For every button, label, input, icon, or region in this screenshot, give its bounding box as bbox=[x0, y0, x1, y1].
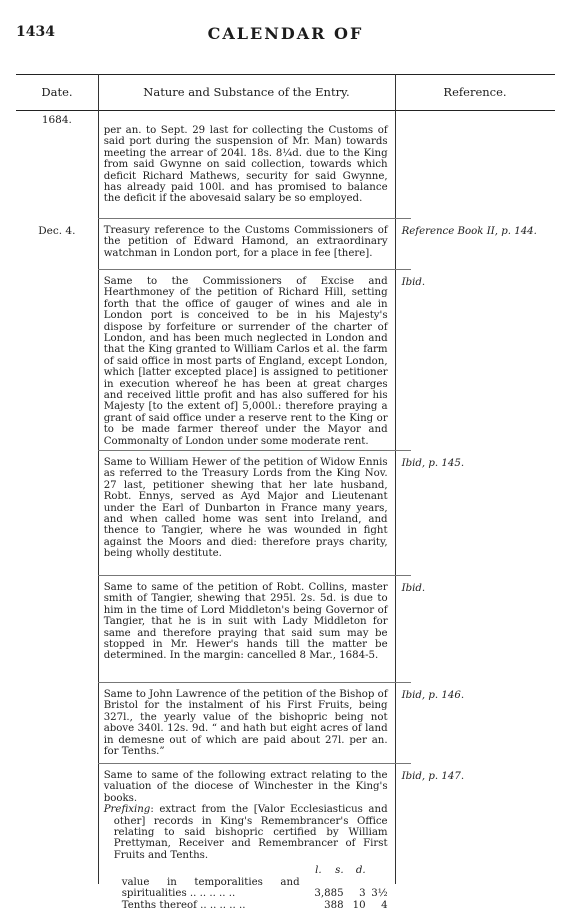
entry-text: Same to William Hewer of the petition of Widow Ennis as referred to the Treasury Lords from the King Nov. 27 last, petitioner shewing that her late husband, Robt. Ennys, served as Ayd Major and Lieutenant under the Earl of Dunbarton in France many years, and when called home was sent into Ireland, and thence to Tangier, where he was wounded in fight against the Moors and died: therefore prays charity, being wholly destitute. bbox=[103, 457, 388, 560]
running-title: CALENDAR OF bbox=[207, 24, 364, 43]
entry-date bbox=[16, 770, 98, 912]
column-header-nature: Nature and Substance of the Entry. bbox=[143, 85, 350, 99]
entry-text: Treasury reference to the Customs Commissioners of the petition of Edward Hamond, an extraordinary watchman in London port, for a place in fee [there]. bbox=[103, 225, 388, 259]
entry-text: Same to same of the following extract relating to the valuation of the diocese of Winchester in the King's books. bbox=[103, 770, 388, 804]
entry-reference: Ibid, p. 146. bbox=[401, 690, 465, 701]
entry-row bbox=[16, 683, 555, 763]
running-head bbox=[16, 24, 555, 46]
entry-text: Same to John Lawrence of the petition of the Bishop of Bristol for the instalment of his First Fruits, being 327l., the yearly value of the bishopric being not above 340l. 12s. 9d. “ and hath but eight acres of land in demesne out of which are paid about 27l. per an. for Tenths.” bbox=[103, 689, 388, 758]
page-number: 1434 bbox=[16, 24, 55, 40]
valuation-pounds: 3,885 bbox=[314, 888, 344, 900]
entry-text-block bbox=[104, 770, 394, 912]
entry-reference: Ibid. bbox=[401, 583, 426, 594]
entry-reference: Ibid. bbox=[401, 277, 426, 288]
entry-list bbox=[16, 114, 555, 912]
entry-row bbox=[16, 114, 555, 218]
valuation-shillings: 3 bbox=[359, 888, 366, 900]
entry-date: Dec. 4. bbox=[38, 225, 76, 237]
entry-row bbox=[16, 270, 555, 450]
column-header-reference: Reference. bbox=[443, 85, 507, 99]
column-header-date: Date. bbox=[41, 85, 73, 99]
currency-header-pence: d. bbox=[355, 865, 366, 877]
entry-row bbox=[16, 451, 555, 575]
entry-row bbox=[16, 219, 555, 269]
entry-date: 1684. bbox=[41, 114, 72, 126]
entry-date bbox=[16, 689, 98, 763]
valuation-pence: 4 bbox=[381, 900, 388, 912]
entry-reference: Reference Book II, p. 144. bbox=[401, 226, 537, 237]
entry-date bbox=[16, 582, 98, 682]
prefixing-text: : extract from the [Valor Ecclesiasticus and other] records in King's Remembrancer's Office relating to said bishopric certified by William Prettyman, Receiver and Remembrancer of First Fruits and Tenths. bbox=[113, 804, 388, 861]
entry-reference: Ibid, p. 147. bbox=[401, 771, 465, 782]
entry-date bbox=[16, 457, 98, 575]
entry-row bbox=[16, 576, 555, 682]
entry-text: Same to same of the petition of Robt. Collins, master smith of Tangier, shewing that 295l. 2s. 5d. is due to him in the time of Lord Middleton's being Governor of Tangier, that he is in suit with Lady Middleton for same and therefore praying that said sum may be stopped in Mr. Hewer's hands till the matter be determined. In the margin: cancelled 8 Mar., 1684-5. bbox=[103, 582, 388, 662]
currency-header-pounds: l. bbox=[315, 865, 322, 877]
valuation-header bbox=[104, 865, 388, 877]
entry-text: per an. to Sept. 29 last for collecting the Customs of said port during the suspension of Mr. Man) towards meeting the arrear of 204l. 18s. 8¼d. due to the King from said Gwynne on said collection, towards which deficit Richard Mathews, security for said Gwynne, has already paid 100l. and has promised to balance the deficit if the abovesaid salary be so employed. bbox=[103, 125, 388, 205]
valuation-row bbox=[104, 900, 388, 912]
valuation-row bbox=[104, 877, 388, 900]
entry-reference bbox=[402, 114, 555, 218]
prefixing-label: Prefixing bbox=[103, 804, 151, 816]
entry-text: Same to the Commissioners of Excise and Hearthmoney of the petition of Richard Hill, setting forth that the office of gauger of wines and ale in London port is conceived to be in his Majesty's dispose by forfeiture or surrender of the charter of London, and has been much neglected in London and that the King granted to William Carlos et al. the farm of said office in most parts of England, except London, which [latter excepted place] is assigned to petitioner in execution whereof he has been at great charges and received little profit and has also suffered for his Majesty [to the extent of] 5,000l.: therefore praying a grant of said office under a reserve rent to the King or to be made farmer thereof under the Mayor and Commonalty of London under some moderate rent. bbox=[103, 276, 388, 447]
entry-reference: Ibid, p. 145. bbox=[401, 458, 465, 469]
valuation-table bbox=[104, 865, 388, 911]
valuation-pence: 3½ bbox=[371, 888, 388, 900]
entry-date bbox=[16, 276, 98, 450]
currency-header-shillings: s. bbox=[335, 865, 344, 877]
valuation-label: value in temporalities and spiritualities .. .. .. .. .. bbox=[121, 876, 300, 900]
header-bottom-rule bbox=[16, 110, 555, 111]
valuation-pounds: 388 bbox=[324, 900, 344, 912]
entry-row bbox=[16, 764, 555, 912]
valuation-shillings: 10 bbox=[352, 900, 366, 912]
prefixing-note bbox=[104, 804, 388, 861]
valuation-label: Tenths thereof .. .. .. .. .. bbox=[121, 900, 246, 912]
